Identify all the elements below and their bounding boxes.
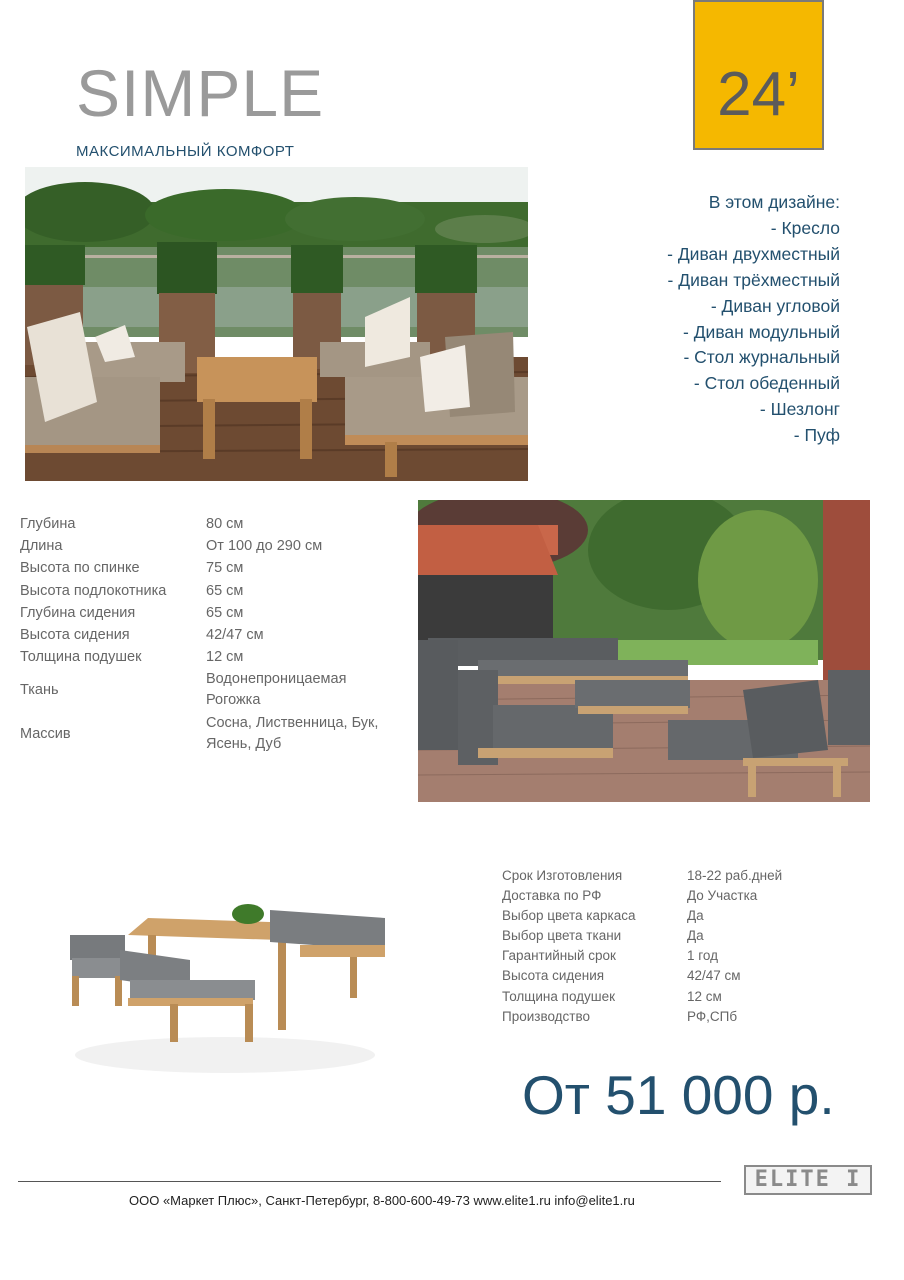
spec-value: Ясень, Дуб xyxy=(206,736,282,753)
production-label: Толщина подушек xyxy=(502,988,616,1004)
page-title: SIMPLE xyxy=(76,56,325,130)
size-badge xyxy=(693,0,824,150)
spec-value: 12 см xyxy=(206,649,244,666)
spec-value: 80 см xyxy=(206,516,244,532)
terrace-photo xyxy=(25,167,528,481)
price: От 51 000 р. xyxy=(522,1064,835,1126)
spec-label: Высота сидения xyxy=(20,626,130,643)
spec-row xyxy=(20,583,420,605)
design-list-item: - Диван двухместный xyxy=(667,243,840,264)
spec-label: Высота подлокотника xyxy=(20,582,167,599)
spec-label: Длина xyxy=(20,538,63,555)
spec-value: 75 см xyxy=(206,560,244,577)
design-list-item: - Пуф xyxy=(793,425,840,446)
production-label: Доставка по РФ xyxy=(502,888,602,904)
spec-row xyxy=(20,715,420,759)
design-list-item: - Шезлонг xyxy=(759,399,840,420)
spec-value: 65 см xyxy=(206,604,244,621)
spec-value: От 100 до 290 см xyxy=(206,538,323,555)
production-value: 12 см xyxy=(687,988,722,1004)
spec-row xyxy=(20,605,420,627)
spec-value: Рогожка xyxy=(206,692,261,709)
design-list-item: - Диван угловой xyxy=(710,295,840,316)
design-list-item: - Кресло xyxy=(770,217,840,238)
production-label: Срок Изготовления xyxy=(502,868,623,883)
production-value: Да xyxy=(687,908,704,924)
spec-label: Массив xyxy=(20,726,71,743)
production-value: 42/47 см xyxy=(687,968,741,984)
design-list-item: - Стол журнальный xyxy=(683,347,840,368)
spec-row xyxy=(20,649,420,671)
spec-row xyxy=(20,627,420,649)
spec-label: Ткань xyxy=(20,682,59,699)
size-badge-label: 24’ xyxy=(717,60,800,129)
patio-photo xyxy=(418,500,870,802)
production-label: Выбор цвета каркаса xyxy=(502,908,636,924)
spec-label: Высота по спинке xyxy=(20,560,140,577)
production-value: РФ,СПб xyxy=(687,1008,738,1024)
spec-row xyxy=(20,516,420,538)
production-value: 18-22 раб.дней xyxy=(687,868,783,883)
production-value: Да xyxy=(687,928,704,944)
production-value: До Участка xyxy=(687,888,758,904)
production-value: 1 год xyxy=(687,948,718,964)
specs-table xyxy=(20,516,420,759)
page-subtitle: МАКСИМАЛЬНЫЙ КОМФОРТ xyxy=(76,143,295,160)
spec-row xyxy=(20,671,420,715)
spec-value: Водонепроницаемая xyxy=(206,671,347,688)
production-label: Гарантийный срок xyxy=(502,948,616,964)
brand-logo xyxy=(744,1165,872,1195)
production-label: Производство xyxy=(502,1008,591,1024)
design-list-heading: В этом дизайне: xyxy=(708,192,840,212)
brand-logo-text: ELITE I xyxy=(754,1167,862,1192)
footer-divider xyxy=(18,1181,721,1182)
spec-value: 42/47 см xyxy=(206,626,264,643)
spec-label: Толщина подушек xyxy=(20,649,142,666)
spec-value: Сосна, Лиственница, Бук, xyxy=(206,715,379,732)
spec-row xyxy=(20,538,420,560)
production-label: Высота сидения xyxy=(502,968,605,984)
design-list-item: - Стол обеденный xyxy=(693,373,840,394)
spec-label: Глубина xyxy=(20,516,76,532)
production-label: Выбор цвета ткани xyxy=(502,928,622,944)
design-list-item: - Диван трёхместный xyxy=(667,269,840,290)
footer-contacts: ООО «Маркет Плюс», Санкт-Петербург, 8-800-600-49-73 www.elite1.ru info@elite1.ru xyxy=(129,1193,635,1208)
spec-label: Глубина сидения xyxy=(20,604,136,621)
design-list xyxy=(667,190,840,449)
spec-value: 65 см xyxy=(206,582,244,599)
design-list-item: - Диван модульный xyxy=(683,321,840,342)
product-photo xyxy=(50,880,400,1080)
spec-row xyxy=(20,560,420,582)
